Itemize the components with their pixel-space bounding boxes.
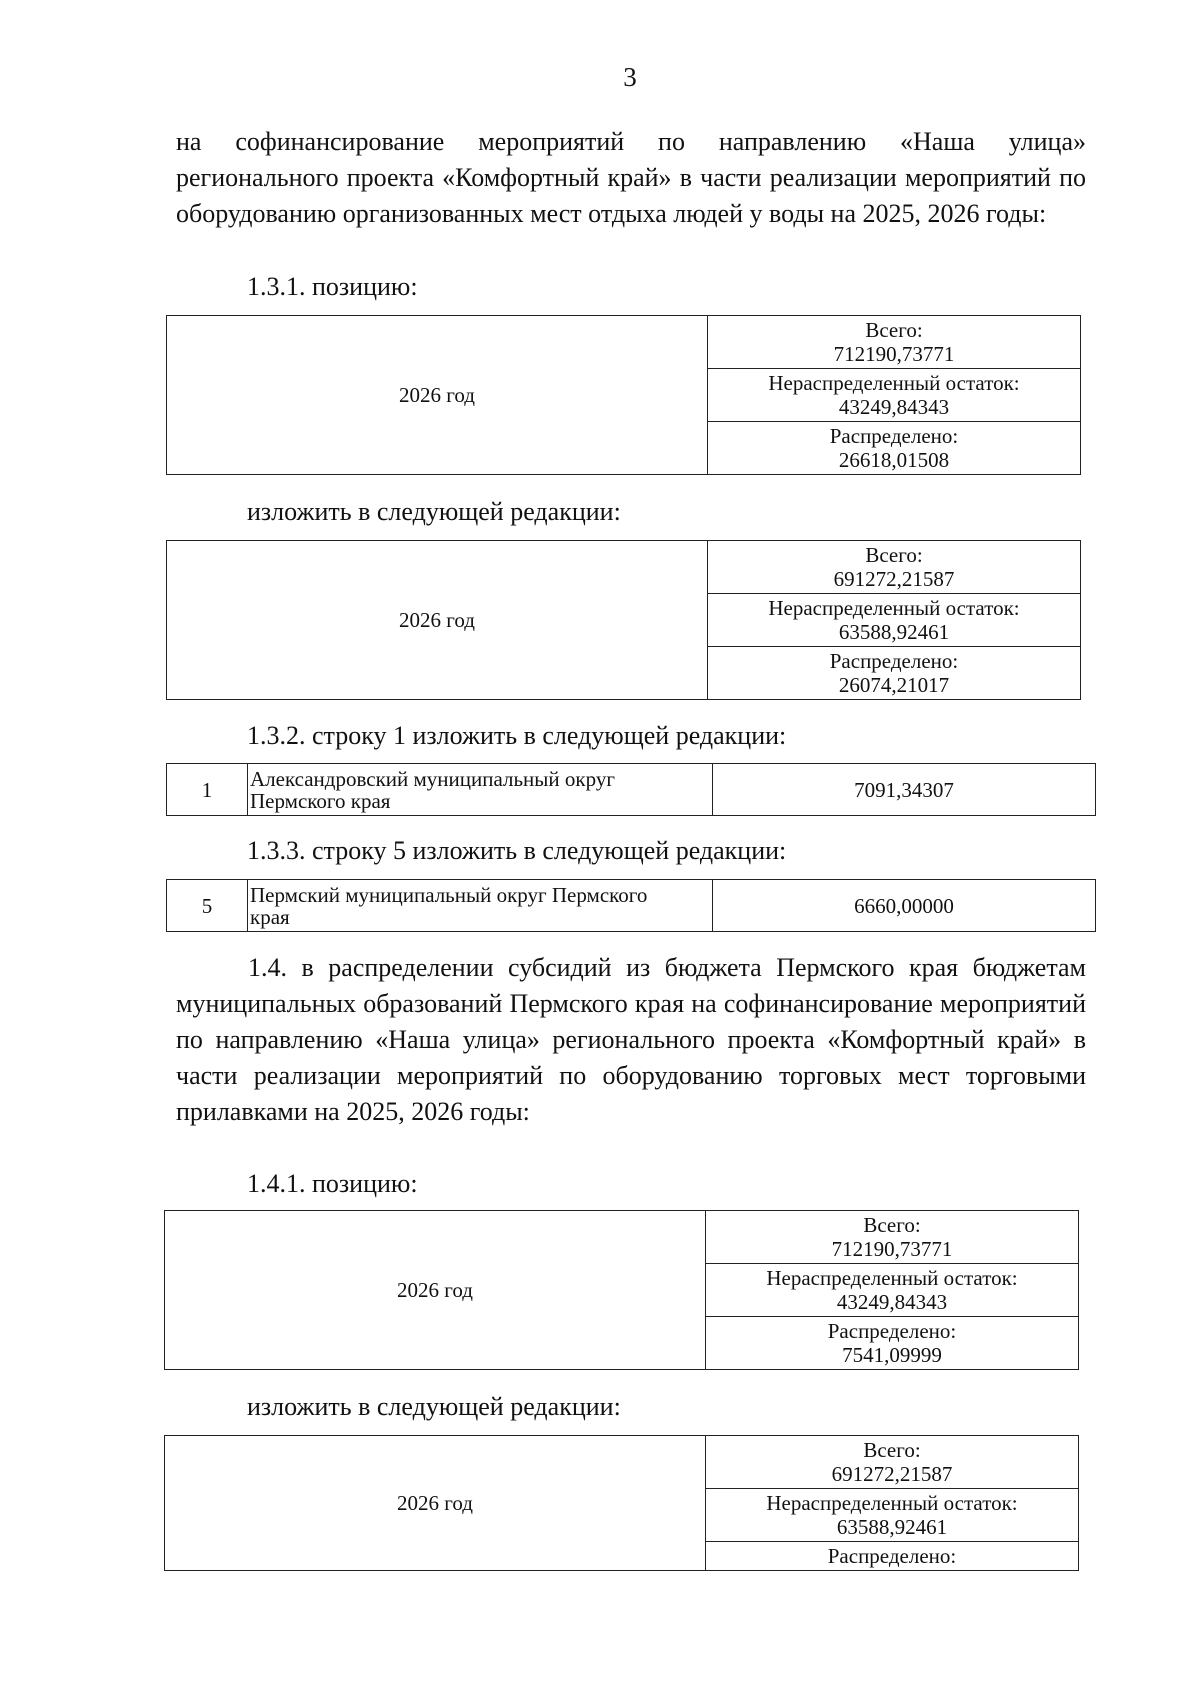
allocation-table-1 xyxy=(166,315,1081,475)
distributed-cell xyxy=(706,1542,1079,1571)
distributed-value: 26618,01508 xyxy=(838,448,950,472)
remainder-label: Нераспределенный остаток: xyxy=(768,596,1020,620)
intro-paragraph: на софинансирование мероприятий по направлению «Наша улица» регионального проекта «Комфортный край» в части реализации мероприятий по оборудованию организованных мест отдыха людей у воды на 2025, 2026 годы: xyxy=(176,127,1086,228)
distributed-cell xyxy=(708,422,1081,475)
total-cell xyxy=(708,316,1081,369)
total-label: Всего: xyxy=(863,1213,921,1237)
row-number: 5 xyxy=(167,880,248,932)
remainder-value: 63588,92461 xyxy=(836,1515,948,1539)
subsidy-value: 6660,00000 xyxy=(713,880,1096,932)
total-label: Всего: xyxy=(865,543,923,567)
remainder-value: 63588,92461 xyxy=(838,620,950,644)
municipality-row-5 xyxy=(166,879,1096,932)
year-cell: 2026 год xyxy=(167,316,708,475)
section-1-4-1-heading: 1.4.1. позицию: xyxy=(247,1169,418,1198)
total-value: 691272,21587 xyxy=(831,1462,953,1486)
subsidy-value: 7091,34307 xyxy=(713,764,1096,816)
edit-instruction-1: изложить в следующей редакции: xyxy=(247,497,621,526)
section-1-3-1-heading: 1.3.1. позицию: xyxy=(247,272,418,301)
row-number: 1 xyxy=(167,764,248,816)
total-cell xyxy=(706,1211,1079,1264)
distributed-label: Распределено: xyxy=(829,424,959,448)
section-1-3-3-heading: 1.3.3. строку 5 изложить в следующей редакции: xyxy=(247,836,787,865)
remainder-label: Нераспределенный остаток: xyxy=(768,371,1020,395)
distributed-cell xyxy=(708,647,1081,700)
year-cell: 2026 год xyxy=(165,1436,706,1571)
year-cell: 2026 год xyxy=(167,541,708,700)
total-value: 691272,21587 xyxy=(833,567,955,591)
distributed-label: Распределено: xyxy=(827,1544,957,1568)
distributed-label: Распределено: xyxy=(829,649,959,673)
remainder-cell xyxy=(706,1489,1079,1542)
edit-instruction-2: изложить в следующей редакции: xyxy=(247,1392,621,1421)
year-cell: 2026 год xyxy=(165,1211,706,1370)
paragraph-1-4: 1.4. в распределении субсидий из бюджета Пермского края бюджетам муниципальных образований Пермского края на софинансирование мероприятий по направлению «Наша улица» регионального проекта «Комфортный край» в части реализации мероприятий по оборудованию торговых мест торговыми прилавками на 2025, 2026 годы: xyxy=(176,953,1086,1126)
total-label: Всего: xyxy=(863,1438,921,1462)
remainder-cell xyxy=(708,369,1081,422)
distributed-cell xyxy=(706,1317,1079,1370)
distributed-value: 26074,21017 xyxy=(838,673,950,697)
remainder-value: 43249,84343 xyxy=(836,1290,948,1314)
remainder-cell xyxy=(706,1264,1079,1317)
section-1-3-2-heading: 1.3.2. строку 1 изложить в следующей редакции: xyxy=(247,721,787,750)
page-number: 3 xyxy=(623,62,637,92)
remainder-value: 43249,84343 xyxy=(838,395,950,419)
remainder-label: Нераспределенный остаток: xyxy=(766,1266,1018,1290)
municipality-name: Пермский муниципальный округ Пермского края xyxy=(248,880,713,932)
remainder-label: Нераспределенный остаток: xyxy=(766,1491,1018,1515)
allocation-table-2 xyxy=(166,540,1081,700)
remainder-cell xyxy=(708,594,1081,647)
total-value: 712190,73771 xyxy=(831,1237,953,1261)
allocation-table-4 xyxy=(164,1435,1079,1571)
total-cell xyxy=(708,541,1081,594)
total-value: 712190,73771 xyxy=(833,342,955,366)
distributed-label: Распределено: xyxy=(827,1319,957,1343)
distributed-value: 7541,09999 xyxy=(842,1343,942,1367)
total-cell xyxy=(706,1436,1079,1489)
municipality-name: Александровский муниципальный округ Пермского края xyxy=(248,764,713,816)
total-label: Всего: xyxy=(865,318,923,342)
municipality-row-1 xyxy=(166,763,1096,816)
allocation-table-3 xyxy=(164,1210,1079,1370)
